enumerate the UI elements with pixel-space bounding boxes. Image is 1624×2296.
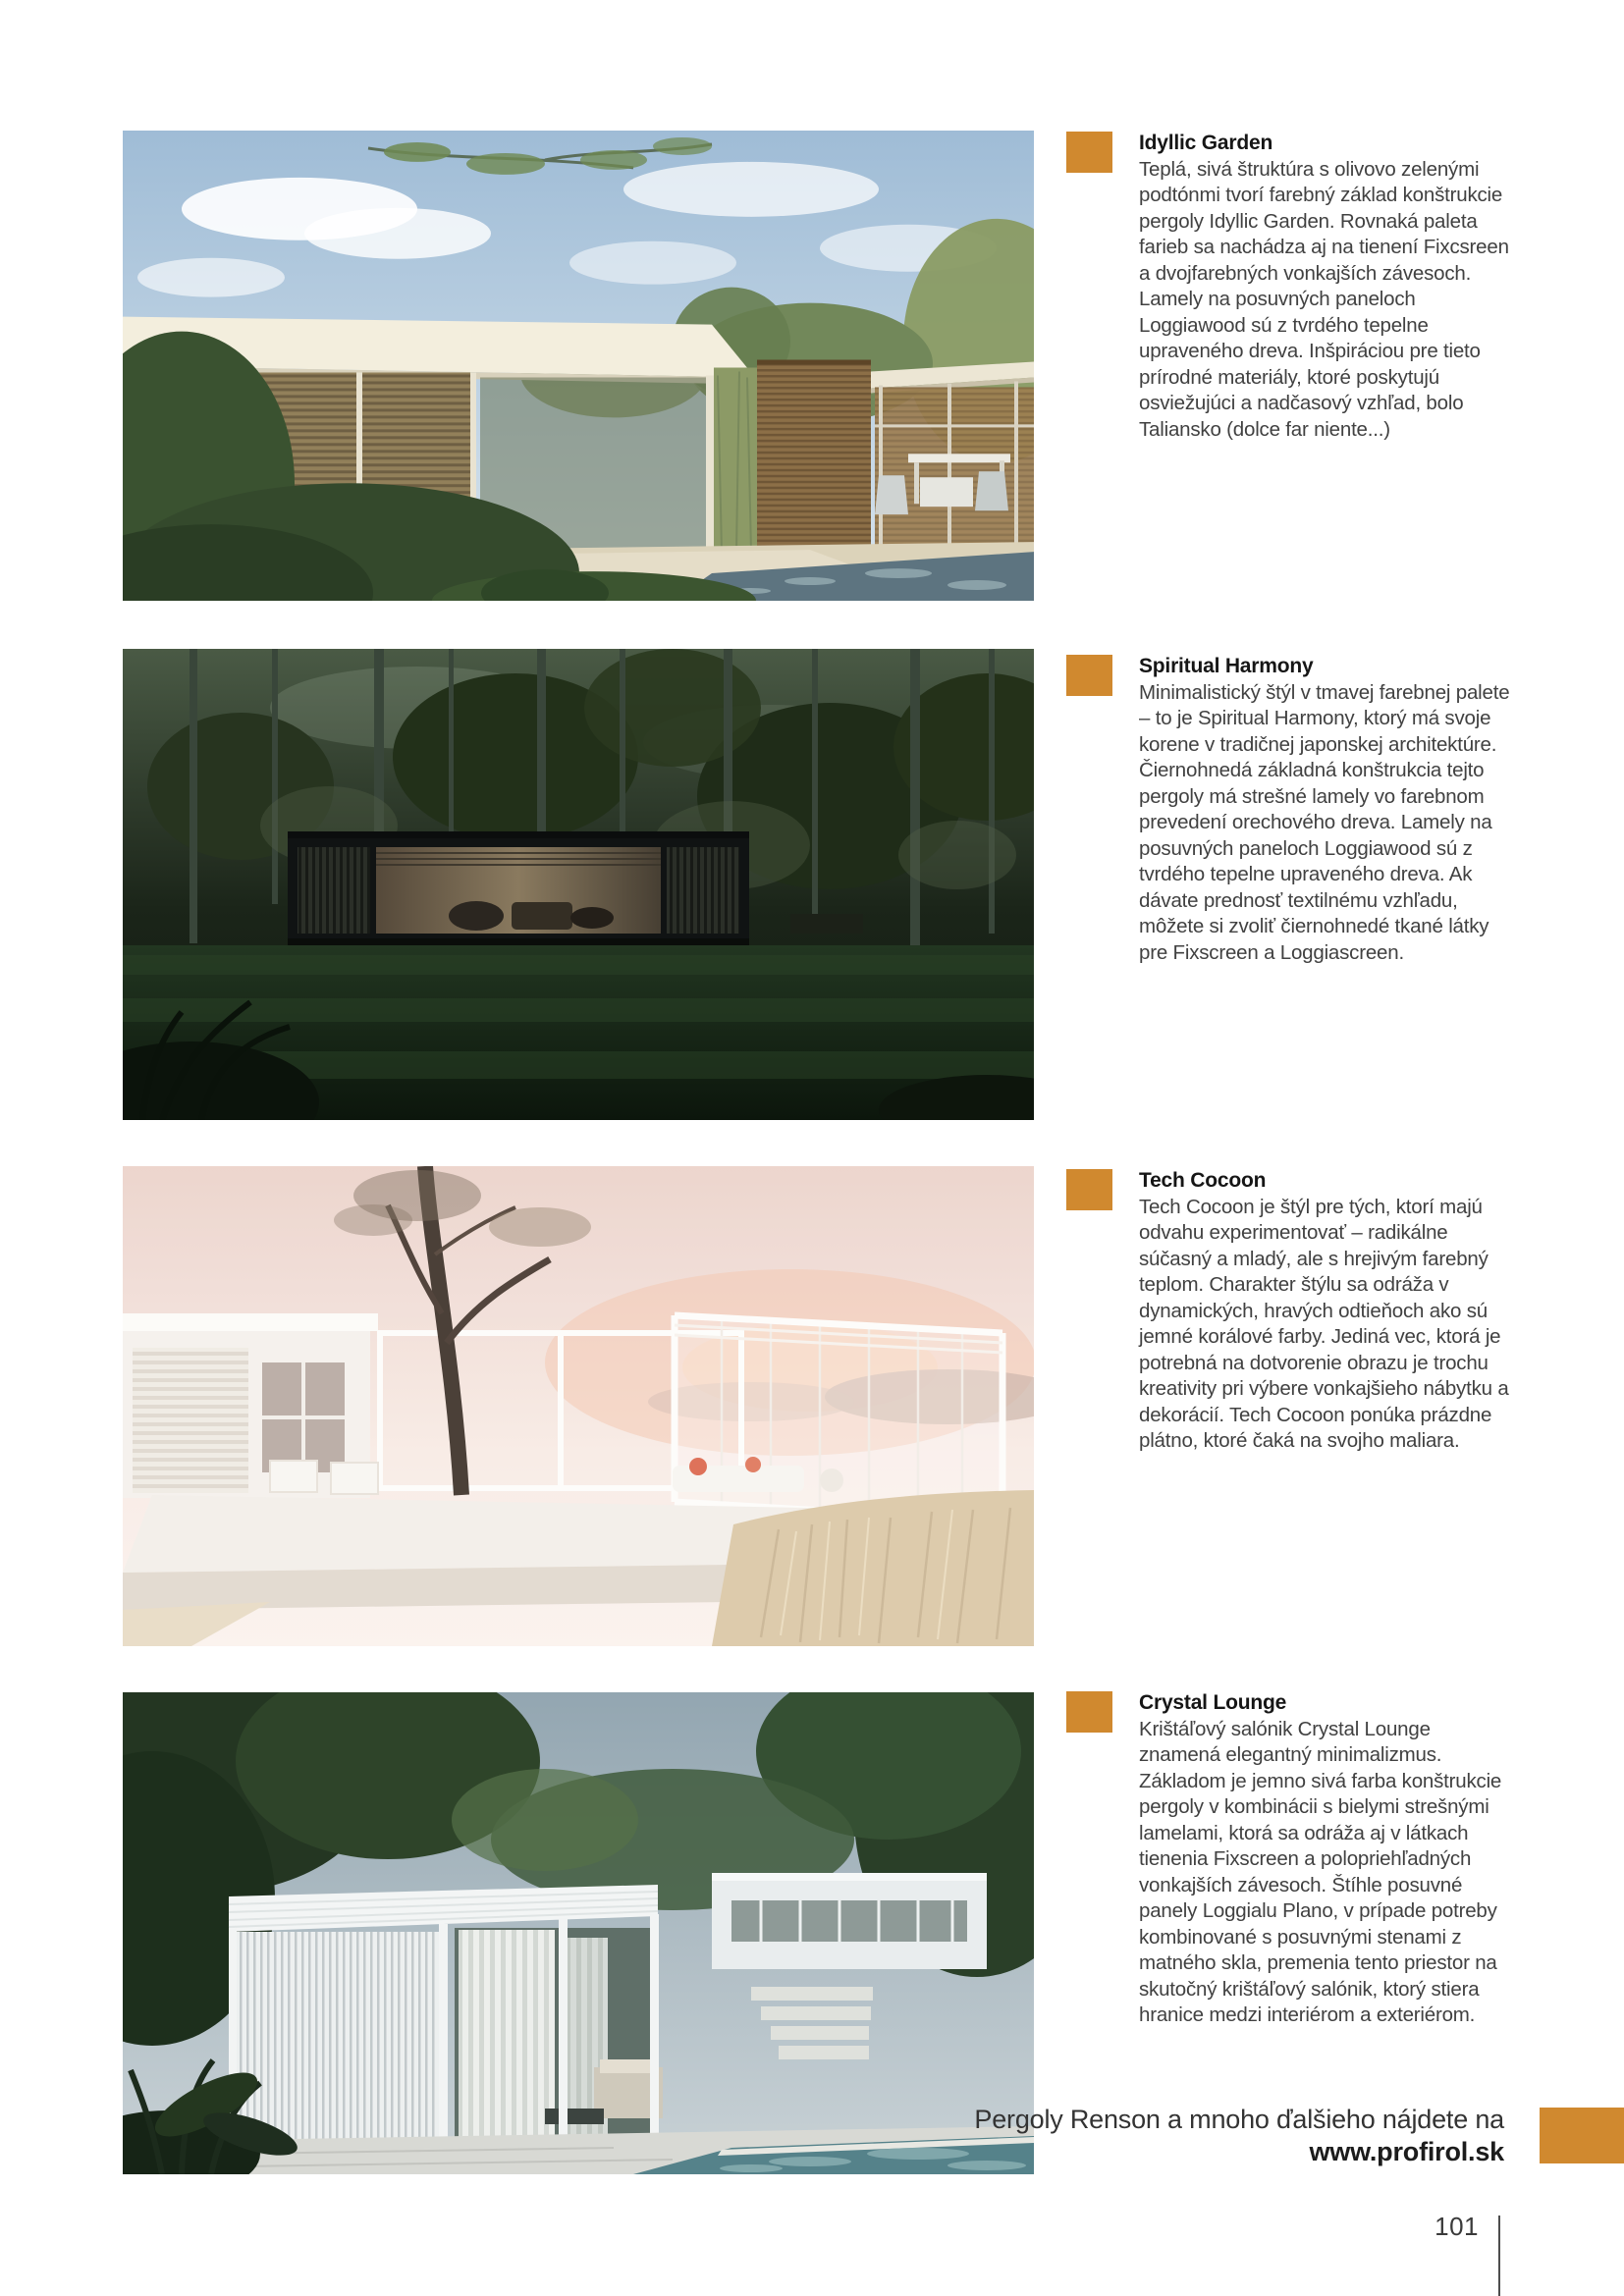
section-title: Idyllic Garden [1139, 132, 1273, 154]
footer-note [884, 2104, 1504, 2168]
section-crystal-lounge [1066, 1690, 1518, 2029]
section-title: Tech Cocoon [1139, 1169, 1267, 1192]
section-idyllic-garden [1066, 131, 1518, 443]
section-tech-cocoon [1066, 1168, 1518, 1455]
photo-idyllic-garden [123, 131, 1034, 601]
page-number: 101 [1435, 2212, 1479, 2241]
accent-square-icon [1066, 1169, 1112, 1210]
footer-url: www.profirol.sk [1309, 2137, 1504, 2166]
accent-square-icon [1066, 132, 1112, 173]
crystal-lounge-render [123, 1692, 1034, 2174]
footer-line: Pergoly Renson a mnoho ďalšieho nájdete na [974, 2105, 1504, 2134]
spiritual-harmony-render [123, 649, 1034, 1120]
accent-square-icon [1066, 655, 1112, 696]
tech-cocoon-render [123, 1166, 1034, 1646]
idyllic-garden-render [123, 131, 1034, 601]
accent-footer-bar [1540, 2108, 1624, 2163]
section-body: Teplá, sivá štruktúra s olivovo zelenými podtónmi tvorí farebný základ konštrukcie pergoly Idyllic Garden. Rovnaká paleta farieb sa nachádza aj na tienení Fixcsreen a dvojfarebných vonkajších závesoch. Lamely na posuvných paneloch Loggiawood sú z tvrdého tepelne upraveného dreva. Inšpiráciou pre tieto prírodné materiály, ktoré poskytujú osviežujúci a nadčasový vzhľad, bolo Taliansko (dolce far niente...) [1139, 157, 1509, 441]
section-body: Minimalistický štýl v tmavej farebnej palete – to je Spiritual Harmony, ktorý má svoje korene v tradičnej japonskej architektúre. Čiernohnedá základná konštrukcia tejto pergoly má strešné lamely vo farebnom prevedení orechového dreva. Lamely na posuvných paneloch Loggiawood sú z tvrdého tepelne upraveného dreva. Ak dávate prednosť textilnému vzhľadu, môžete si zvoliť čiernohnedé tkané látky pre Fixscreen a Loggiascreen. [1139, 680, 1510, 964]
accent-square-icon [1066, 1691, 1112, 1733]
section-spiritual-harmony [1066, 654, 1518, 966]
photo-tech-cocoon [123, 1166, 1034, 1646]
section-body: Tech Cocoon je štýl pre tých, ktorí majú odvahu experimentovať – radikálne súčasný a mladý, ale s hrejivým farebný teplom. Charakter štýlu sa odráža v dynamických, hravých odtieňoch ako sú jemné korálové farby. Jediná vec, ktorá je potrebná na dotvorenie obrazu je trochu kreativity pri výbere vonkajšieho nábytku a dekorácií. Tech Cocoon ponúka prázdne plátno, ktoré čaká na svojho maliara. [1139, 1195, 1509, 1452]
section-body: Krištáľový salónik Crystal Lounge znamená elegantný minimalizmus. Základom je jemno sivá farba konštrukcie pergoly v kombinácii s bielymi strešnými lamelami, ktorá sa odráža aj v látkach tienenia Fixscreen a polopriehľadných vonkajších závesoch. Štíhle posuvné panely Loggialu Plano, v prípade potreby kombinované s posuvnými stenami z matného skla, premenia tento priestor na skutočný krištáľový salónik, ktorý stiera hranice medzi interiérom a exteriérom. [1139, 1717, 1502, 2026]
photo-crystal-lounge [123, 1692, 1034, 2174]
photo-spiritual-harmony [123, 649, 1034, 1120]
section-title: Crystal Lounge [1139, 1691, 1287, 1714]
page-number-rule [1498, 2216, 1500, 2296]
section-title: Spiritual Harmony [1139, 655, 1314, 677]
